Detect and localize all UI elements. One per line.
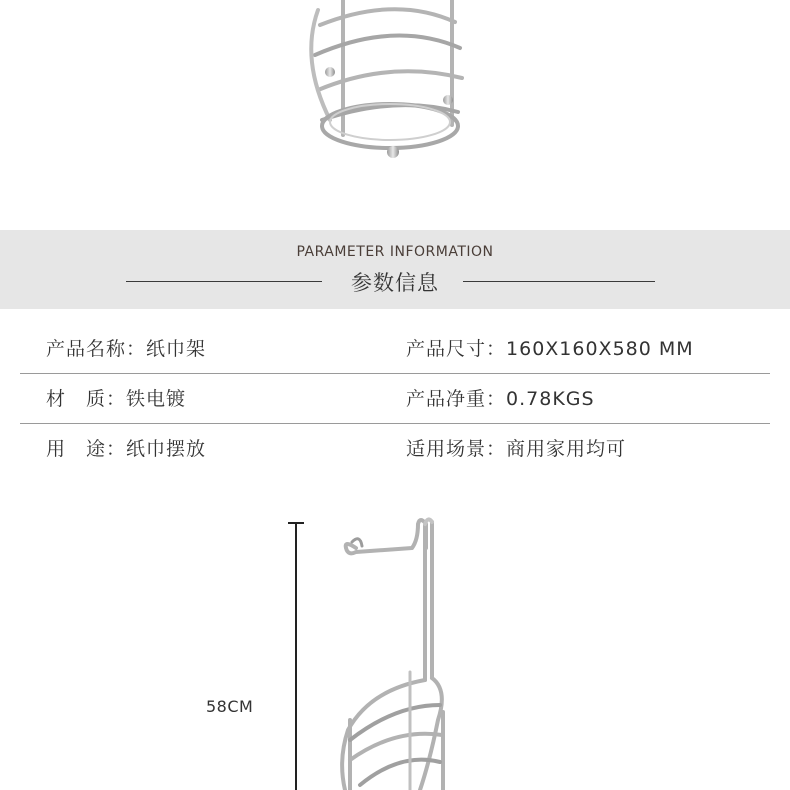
spec-scenario: [406, 424, 626, 474]
spec-label: 产品净重：: [406, 388, 507, 410]
spec-material: [46, 374, 186, 424]
spec-row: [20, 324, 770, 374]
product-photo-top: [0, 0, 790, 230]
spec-value: 商用家用均可: [506, 438, 627, 460]
spec-label: 适用场景：: [406, 438, 507, 460]
spec-product-name: [46, 324, 206, 374]
spec-label: 产品尺寸：: [406, 338, 507, 360]
spec-net-weight: [406, 374, 595, 424]
spec-row: [20, 374, 770, 424]
spec-value: 0.78KGS: [506, 388, 595, 410]
spec-value: 160X160X580 MM: [506, 338, 694, 360]
spec-value: 纸巾架: [146, 338, 207, 360]
spec-product-size: [406, 324, 694, 374]
spec-value: 铁电镀: [126, 388, 187, 410]
divider-line-right: [463, 281, 655, 282]
spec-label: 用 途：: [46, 438, 127, 460]
parameter-title-zh: 参数信息: [351, 271, 439, 295]
spec-label: 材 质：: [46, 388, 127, 410]
spec-value: 纸巾摆放: [126, 438, 207, 460]
spec-label: 产品名称：: [46, 338, 147, 360]
spec-row: [20, 424, 770, 474]
height-dimension-label: 58CM: [206, 697, 254, 716]
spec-usage: [46, 424, 206, 474]
product-photo-side: [0, 470, 790, 790]
parameter-title-en: PARAMETER INFORMATION: [296, 244, 494, 260]
parameter-header: [0, 230, 790, 309]
height-dimension-marker: [288, 523, 304, 790]
